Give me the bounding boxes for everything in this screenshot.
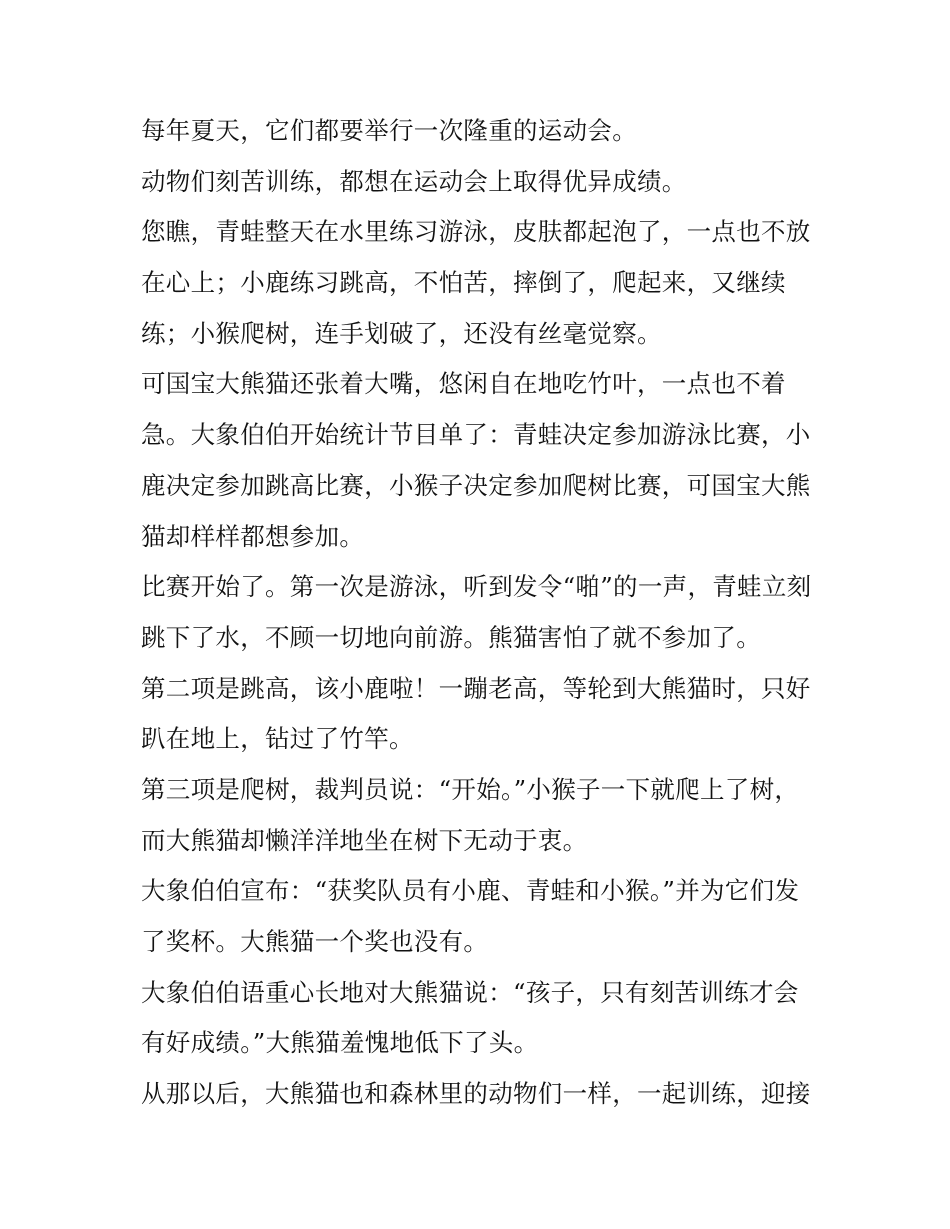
text-line: 有好成绩。”大熊猫羞愧地低下了头。: [141, 1028, 539, 1058]
text-line: 大象伯伯语重心长地对大熊猫说：“孩子，只有刻苦训练才会: [141, 977, 799, 1007]
text-line: 练；小猴爬树，连手划破了，还没有丝毫觉察。: [141, 318, 662, 348]
paragraph-3: [141, 207, 821, 359]
text-line: 动物们刻苦训练，都想在运动会上取得优异成绩。: [141, 166, 687, 196]
text-line: 趴在地上，钻过了竹竿。: [141, 724, 414, 754]
text-line: 您瞧，青蛙整天在水里练习游泳，皮肤都起泡了，一点也不放: [141, 217, 811, 247]
paragraph-2: [141, 157, 821, 208]
text-line: 比赛开始了。第一次是游泳，听到发令“啪”的一声，青蛙立刻: [141, 572, 812, 602]
paragraph-1: [141, 106, 821, 157]
text-line: 猫却样样都想参加。: [141, 521, 365, 551]
text-line: 大象伯伯宣布：“获奖队员有小鹿、青蛙和小猴。”并为它们发: [141, 876, 800, 906]
paragraph-6: [141, 664, 821, 765]
text-line: 而大熊猫却懒洋洋地坐在树下无动于衷。: [141, 825, 588, 855]
paragraph-7: [141, 765, 821, 866]
paragraph-4: [141, 359, 821, 562]
paragraph-10: [141, 1069, 821, 1120]
text-line: 每年夏天，它们都要举行一次隆重的运动会。: [141, 116, 637, 145]
story-text: [141, 106, 821, 1120]
text-line: 鹿决定参加跳高比赛，小猴子决定参加爬树比赛，可国宝大熊: [141, 470, 811, 500]
text-line: 了奖杯。大熊猫一个奖也没有。: [141, 927, 489, 956]
text-line: 从那以后，大熊猫也和森林里的动物们一样，一起训练，迎接: [141, 1079, 811, 1109]
text-line: 在心上；小鹿练习跳高，不怕苦，摔倒了，爬起来，又继续: [141, 268, 786, 298]
text-line: 第二项是跳高，该小鹿啦！一蹦老高，等轮到大熊猫时，只好: [141, 673, 811, 703]
text-line: 第三项是爬树，裁判员说：“开始。”小猴子一下就爬上了树，: [141, 774, 800, 804]
paragraph-8: [141, 866, 821, 967]
text-line: 急。大象伯伯开始统计节目单了：青蛙决定参加游泳比赛，小: [141, 420, 811, 450]
text-line: 可国宝大熊猫还张着大嘴，悠闲自在地吃竹叶，一点也不着: [141, 369, 786, 399]
paragraph-9: [141, 968, 821, 1069]
text-line: 跳下了水，不顾一切地向前游。熊猫害怕了就不参加了。: [141, 622, 761, 652]
paragraph-5: [141, 562, 821, 663]
